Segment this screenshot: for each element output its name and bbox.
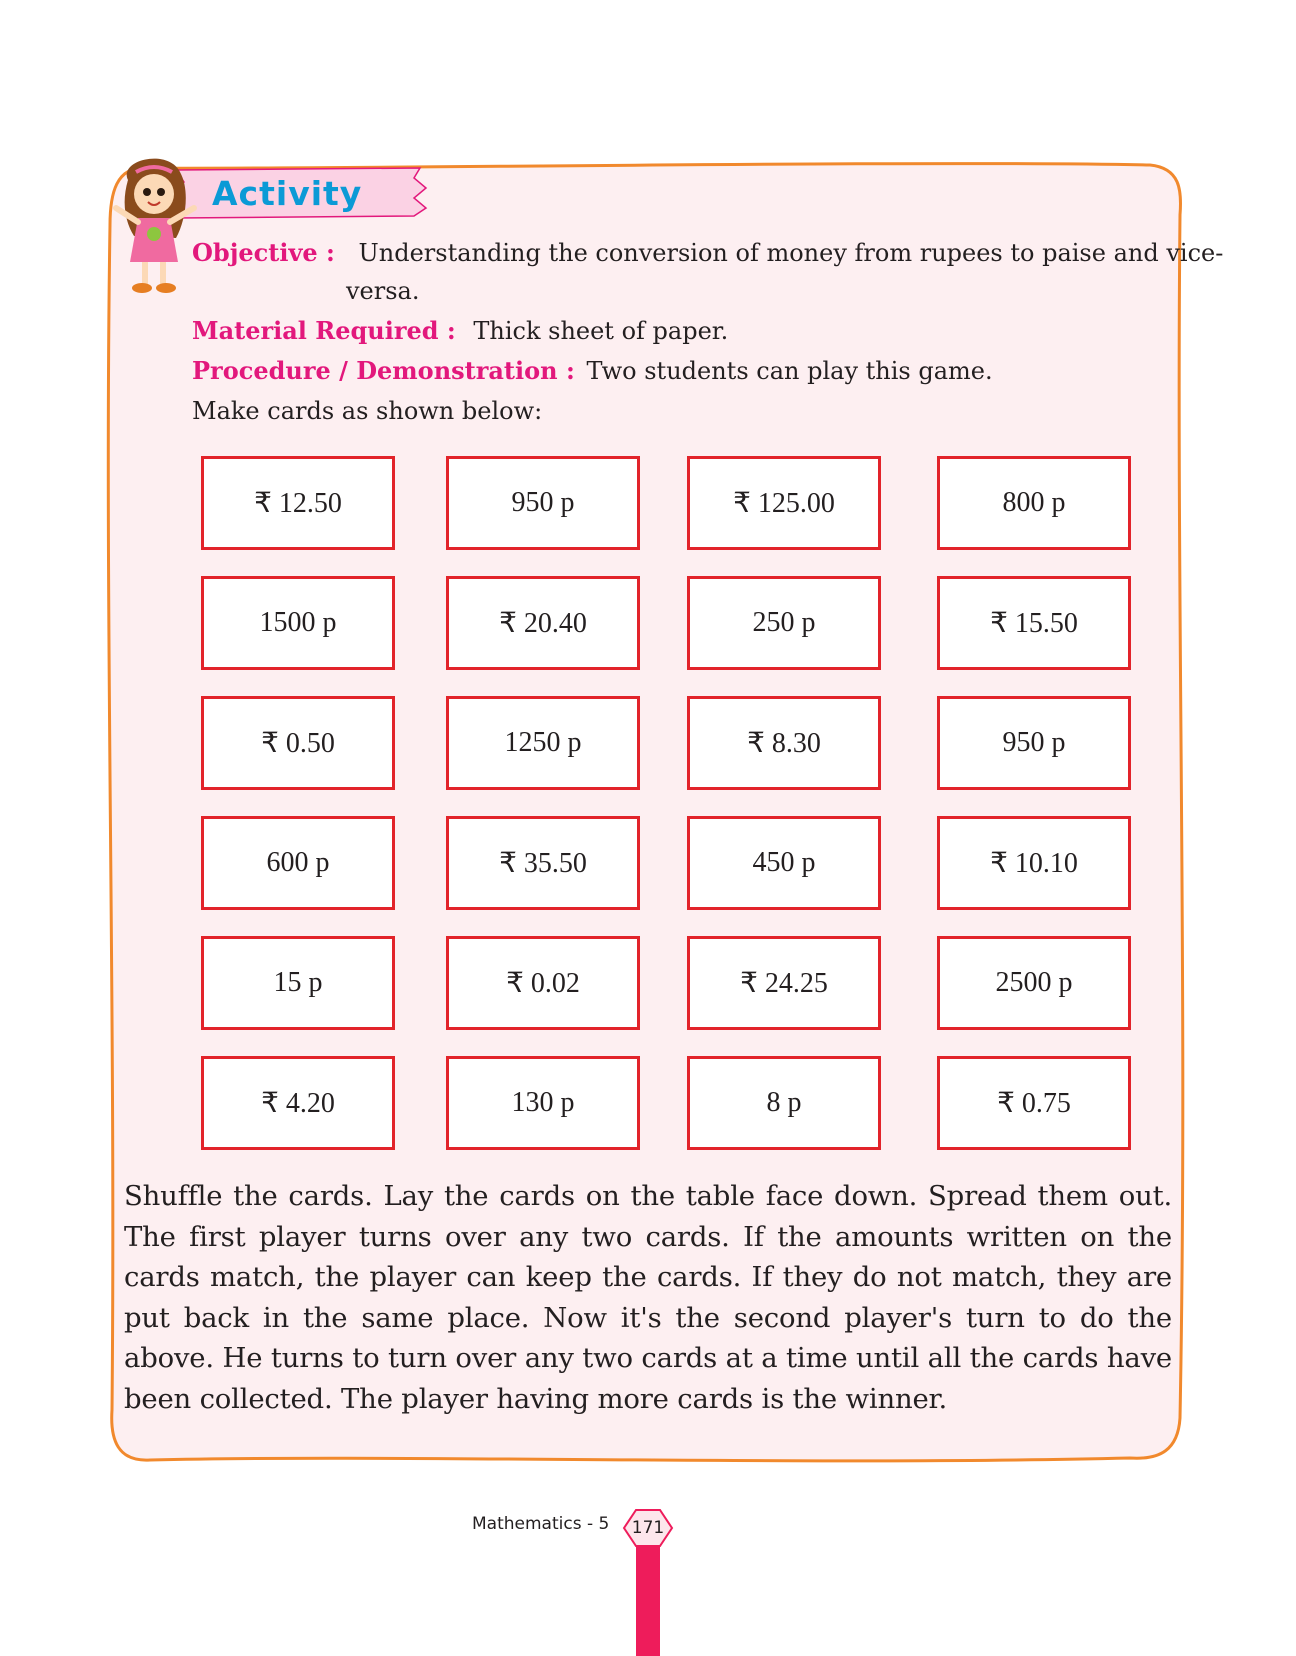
page-number: 171 [631,1518,665,1538]
money-card: 600 p [201,816,395,910]
money-card: 8 p [687,1056,881,1150]
money-card: 950 p [937,696,1131,790]
objective-text-continued: versa. [346,277,420,305]
money-card: ₹ 8.30 [687,696,881,790]
money-card: 800 p [937,456,1131,550]
money-card: 450 p [687,816,881,910]
footer-subject: Mathematics - 5 [472,1514,610,1534]
game-rules-paragraph: Shuffle the cards. Lay the cards on the table face down. Spread them out. The first player turns over any two cards. If the amounts written on the cards match, the player can keep the cards. If they do not match, they are put back in the same place. Now it's the second player's turn to do the above. He turns to turn over any two cards at a time until all the cards have been collected. The player having more cards is the winner. [124,1180,1172,1415]
objective-label: Objective : [192,238,335,267]
money-card: ₹ 20.40 [446,576,640,670]
money-card: 130 p [446,1056,640,1150]
procedure-line [192,356,993,386]
money-card: ₹ 24.25 [687,936,881,1030]
money-card: 15 p [201,936,395,1030]
bottom-bar [636,1540,660,1656]
money-card: ₹ 4.20 [201,1056,395,1150]
material-text: Thick sheet of paper. [473,317,729,345]
money-card: ₹ 15.50 [937,576,1131,670]
money-card: ₹ 12.50 [201,456,395,550]
procedure-label: Procedure / Demonstration : [192,356,575,385]
money-card: ₹ 35.50 [446,816,640,910]
money-card: ₹ 10.10 [937,816,1131,910]
material-line [192,316,728,346]
procedure-text: Two students can play this game. [586,357,993,385]
money-card: 2500 p [937,936,1131,1030]
money-card: ₹ 0.02 [446,936,640,1030]
instruction-text: Make cards as shown below: [192,397,543,425]
money-card: ₹ 0.50 [201,696,395,790]
money-card: 1500 p [201,576,395,670]
activity-title: Activity [212,174,363,213]
money-card: 250 p [687,576,881,670]
money-card: 950 p [446,456,640,550]
girl-mascot-icon [108,150,204,300]
objective-text: Understanding the conversion of money from rupees to paise and vice- [358,239,1224,267]
material-label: Material Required : [192,316,456,345]
objective-line [192,238,1223,268]
money-card: 1250 p [446,696,640,790]
money-card: ₹ 0.75 [937,1056,1131,1150]
money-card: ₹ 125.00 [687,456,881,550]
